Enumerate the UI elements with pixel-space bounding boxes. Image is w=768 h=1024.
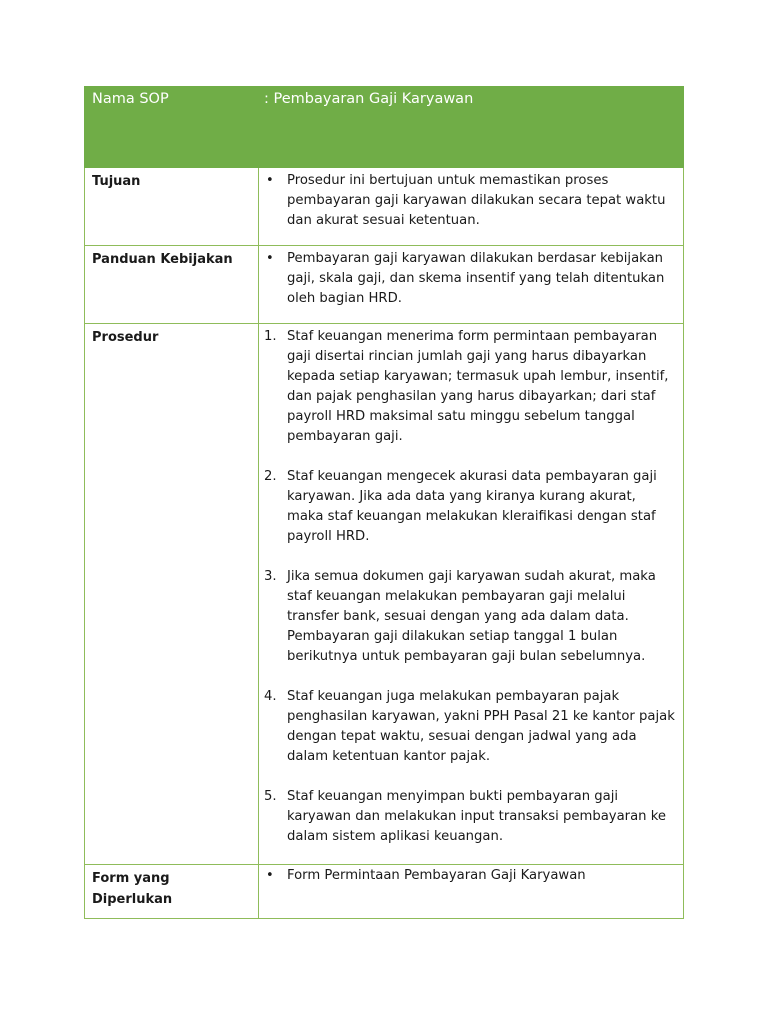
list-item bbox=[259, 327, 675, 447]
tujuan-label-cell bbox=[85, 168, 259, 246]
sop-title: : Pembayaran Gaji Karyawan bbox=[264, 91, 474, 107]
prosedur-label-cell bbox=[85, 324, 259, 865]
header-row bbox=[85, 87, 684, 168]
header-value-cell bbox=[259, 87, 684, 168]
tujuan-content-cell bbox=[259, 168, 684, 246]
bullet-icon: • bbox=[266, 251, 274, 266]
form-bullet-list bbox=[259, 866, 675, 886]
list-item bbox=[259, 249, 675, 309]
form-label-cell bbox=[85, 865, 259, 919]
bullet-icon: • bbox=[266, 868, 274, 883]
list-item bbox=[259, 171, 675, 231]
header-label: Nama SOP bbox=[92, 91, 169, 107]
panduan-label: Panduan Kebijakan bbox=[92, 252, 233, 267]
list-item bbox=[259, 567, 675, 667]
panduan-content-cell bbox=[259, 246, 684, 324]
step-text: Jika semua dokumen gaji karyawan sudah akurat, maka staf keuangan melakukan pembayaran gaji melalui transfer bank, sesuai dengan yang ada dalam data. Pembayaran gaji dilakukan setiap tanggal 1 bulan berikutnya untuk pembayaran gaji bulan sebelumnya. bbox=[287, 569, 656, 664]
list-item bbox=[259, 787, 675, 847]
tujuan-bullet-list bbox=[259, 171, 675, 231]
list-item bbox=[259, 467, 675, 547]
step-number: 4. bbox=[264, 689, 277, 704]
prosedur-content-cell bbox=[259, 324, 684, 865]
step-number: 2. bbox=[264, 469, 277, 484]
form-text: Form Permintaan Pembayaran Gaji Karyawan bbox=[287, 868, 586, 883]
form-content-cell bbox=[259, 865, 684, 919]
list-item bbox=[259, 687, 675, 767]
row-prosedur bbox=[85, 324, 684, 865]
tujuan-label: Tujuan bbox=[92, 174, 141, 189]
panduan-bullet-list bbox=[259, 249, 675, 309]
step-text: Staf keuangan menerima form permintaan pembayaran gaji disertai rincian jumlah gaji yang harus dibayarkan kepada setiap karyawan; termasuk upah lembur, insentif, dan pajak penghasilan yang harus dibayarkan; dari staf payroll HRD maksimal satu minggu sebelum tanggal pembayaran gaji. bbox=[287, 329, 669, 444]
step-number: 1. bbox=[264, 329, 277, 344]
panduan-text: Pembayaran gaji karyawan dilakukan berdasar kebijakan gaji, skala gaji, dan skema insentif yang telah ditentukan oleh bagian HRD. bbox=[287, 251, 665, 306]
step-number: 5. bbox=[264, 789, 277, 804]
step-text: Staf keuangan juga melakukan pembayaran pajak penghasilan karyawan, yakni PPH Pasal 21 ke kantor pajak dengan tepat waktu, sesuai dengan jadwal yang ada dalam ketentuan kantor pajak. bbox=[287, 689, 675, 764]
sop-table bbox=[84, 86, 684, 919]
prosedur-label: Prosedur bbox=[92, 330, 159, 345]
header-label-cell bbox=[85, 87, 259, 168]
step-number: 3. bbox=[264, 569, 277, 584]
bullet-icon: • bbox=[266, 173, 274, 188]
tujuan-text: Prosedur ini bertujuan untuk memastikan proses pembayaran gaji karyawan dilakukan secara tepat waktu dan akurat sesuai ketentuan. bbox=[287, 173, 666, 228]
form-label: Form yang Diperlukan bbox=[92, 871, 173, 907]
panduan-label-cell bbox=[85, 246, 259, 324]
row-panduan-kebijakan bbox=[85, 246, 684, 324]
step-text: Staf keuangan menyimpan bukti pembayaran gaji karyawan dan melakukan input transaksi pembayaran ke dalam sistem aplikasi keuangan. bbox=[287, 789, 667, 844]
step-text: Staf keuangan mengecek akurasi data pembayaran gaji karyawan. Jika ada data yang kiranya kurang akurat, maka staf keuangan melakukan kleraifikasi dengan staf payroll HRD. bbox=[287, 469, 657, 544]
row-form-yang-diperlukan bbox=[85, 865, 684, 919]
prosedur-step-list bbox=[259, 327, 675, 847]
row-tujuan bbox=[85, 168, 684, 246]
list-item bbox=[259, 866, 675, 886]
